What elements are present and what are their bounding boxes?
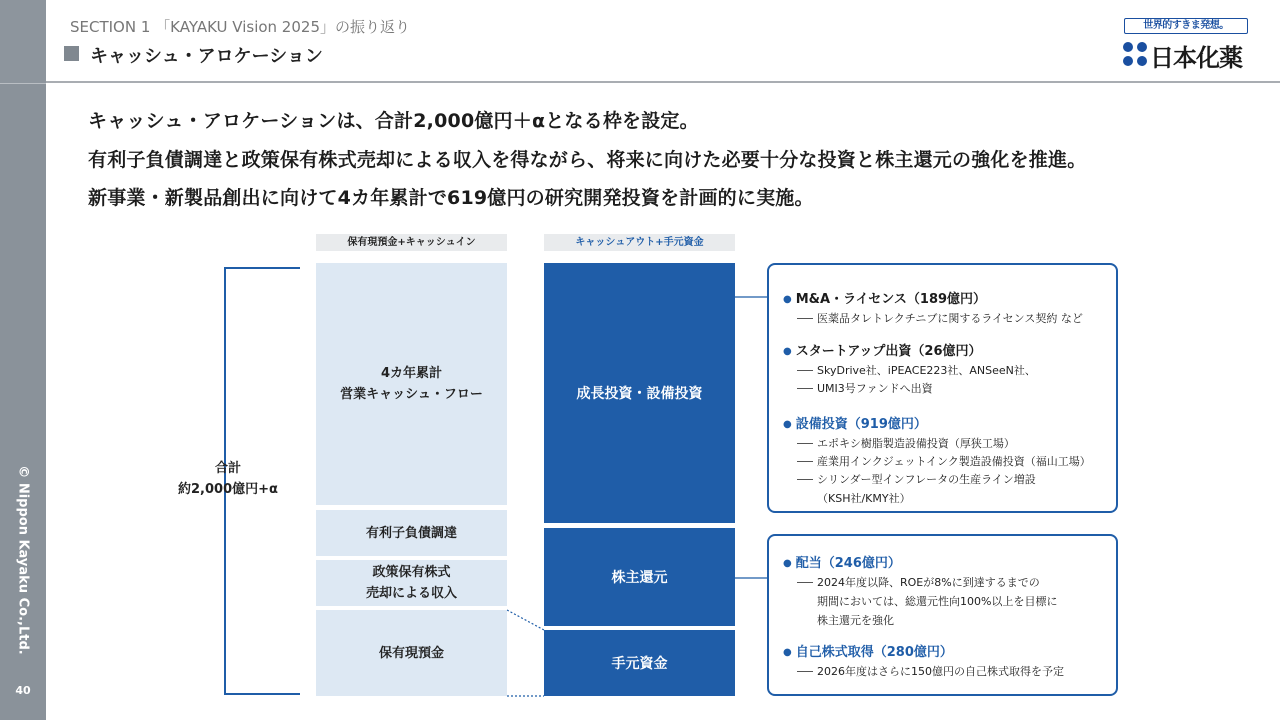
capex-detail-1: エポキシ樹脂製造設備投資（厚狭工場） (797, 435, 1015, 451)
bullet-icon: ● (783, 558, 792, 569)
page-number: 40 (15, 684, 31, 697)
total-label: 合計 約2,000億円+α (178, 461, 278, 497)
logo-tagline: 世界的すきま発想。 (1124, 18, 1248, 34)
bullet-icon: ● (783, 346, 792, 357)
logo-name: 日本化薬 (1150, 44, 1242, 72)
lead-line-2: 有利子負債調達と政策保有株式売却による収入を得ながら、将来に向けた必要十分な投資と株主還元の強化を推進。 (88, 149, 1087, 171)
right-column-header: キャッシュアウト+手元資金 (544, 234, 735, 251)
growth-details-box (767, 263, 1118, 513)
capex-detail-3: シリンダー型インフレータの生産ライン増設 (797, 471, 1036, 487)
lead-line-1: キャッシュ・アロケーションは、合計2,000億円＋αとなる枠を設定。 (88, 110, 699, 132)
ma-detail-1: 医薬品タレトレクチニブに関するライセンス契約 など (797, 310, 1083, 326)
block-policy-shares: 政策保有株式 売却による収入 (316, 560, 507, 606)
page-title: キャッシュ・アロケーション (90, 46, 323, 67)
item-startup-investment: ● スタートアップ出資（26億円） (783, 344, 982, 359)
item-share-buyback: ● 自己株式取得（280億円） (783, 645, 953, 660)
left-column-header: 保有現預金+キャッシュイン (316, 234, 507, 251)
block-shareholder-return: 株主還元 (544, 528, 735, 626)
bullet-icon: ● (783, 419, 792, 430)
startup-detail-2: UMI3号ファンドへ出資 (797, 380, 933, 396)
capex-detail-2: 産業用インクジェットインク製造設備投資（福山工場） (797, 453, 1091, 469)
block-cash-holdings: 保有現預金 (316, 610, 507, 696)
item-ma-license: ● M&A・ライセンス（189億円） (783, 292, 987, 307)
item-dividend: ● 配当（246億円） (783, 556, 901, 571)
lead-line-3: 新事業・新製品創出に向けて4カ年累計で619億円の研究開発投資を計画的に実施。 (88, 187, 814, 209)
copyright: © Nippon Kayaku Co.,Ltd. (15, 465, 31, 655)
block-growth-investment: 成長投資・設備投資 (544, 263, 735, 523)
dividend-detail-2: 期間においては、総還元性向100%以上を目標に (817, 595, 1058, 608)
capex-detail-4: （KSH社/KMY社） (817, 492, 911, 505)
dividend-detail-3: 株主還元を強化 (817, 614, 894, 627)
section-label: SECTION 1 「KAYAKU Vision 2025」の振り返り (70, 18, 410, 36)
block-operating-cash-flow: 4カ年累計 営業キャッシュ・フロー (316, 263, 507, 505)
startup-detail-1: SkyDrive社、iPEACE223社、ANSeeN社、 (797, 362, 1036, 378)
block-cash-on-hand: 手元資金 (544, 630, 735, 696)
block-debt-financing: 有利子負債調達 (316, 510, 507, 556)
bullet-icon: ● (783, 294, 792, 305)
bullet-icon: ● (783, 647, 792, 658)
buyback-detail-1: 2026年度はさらに150億円の自己株式取得を予定 (797, 663, 1064, 679)
item-capex: ● 設備投資（919億円） (783, 417, 927, 432)
dividend-detail-1: 2024年度以降、ROEが8%に到達するまでの (797, 574, 1040, 590)
return-details-box (767, 534, 1118, 696)
